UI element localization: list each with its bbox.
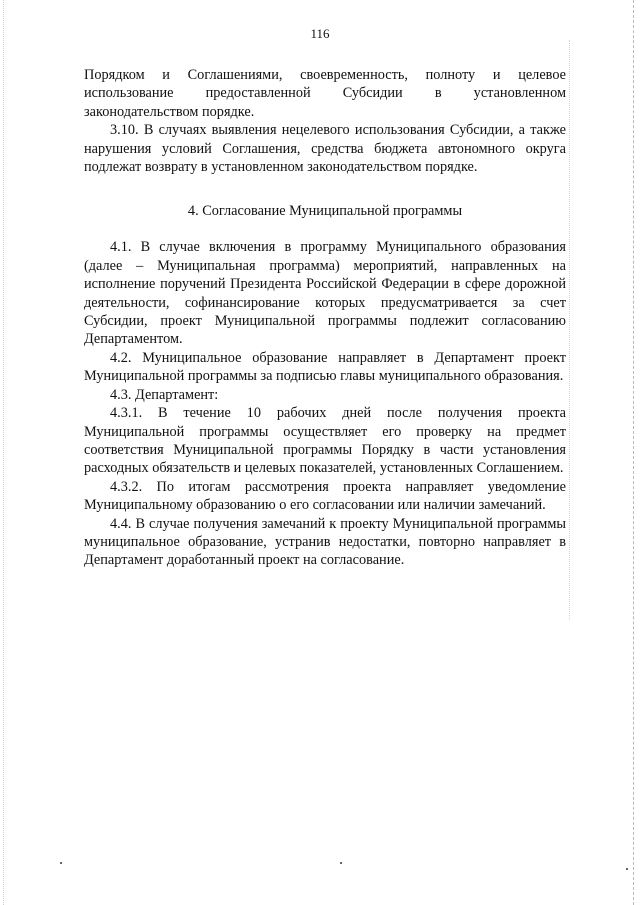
scan-edge-right xyxy=(632,0,634,905)
paragraph-4-1: 4.1. В случае включения в программу Муниципального образования (далее – Муниципальная программа) мероприятий, направленных на исполнение поручений Президента Российской Федерации в сфере дорожной деятельности, софинансирование которых предусматривается за счет Субсидии, проект Муниципальной программы подлежит согласованию Департаментом. xyxy=(84,239,566,348)
page-number: 116 xyxy=(310,26,330,41)
paragraph-continuation: Порядком и Соглашениями, своевременность, полноту и целевое использование предоставленной Субсидии в установленном законодательством порядке. xyxy=(84,67,566,120)
scan-speck xyxy=(60,862,62,864)
paragraph-4-3: 4.3. Департамент: xyxy=(110,386,219,403)
paragraph-4-4: 4.4. В случае получения замечаний к проекту Муниципальной программы муниципальное образование, устранив недостатки, повторно направляет в Департамент доработанный проект на согласование. xyxy=(84,515,566,569)
paragraph-4-3-1: 4.3.1. В течение 10 рабочих дней после получения проекта Муниципальной программы осуществляет его проверку на предмет соответствия Муниципальной программы Порядку в части установления расходных обязательств и целевых показателей, установленных Соглашением. xyxy=(84,405,566,477)
scan-edge-left xyxy=(3,0,5,905)
scan-speck xyxy=(626,868,628,870)
paragraph-3-10: 3.10. В случаях выявления нецелевого использования Субсидии, а также нарушения условий Соглашения, средства бюджета автономного округа подлежат возврату в установленном законодательством порядке. xyxy=(84,122,566,176)
scan-edge-right-inner xyxy=(568,40,570,620)
paragraph-4-3-2: 4.3.2. По итогам рассмотрения проекта направляет уведомление Муниципальному образованию о его согласовании или наличии замечаний. xyxy=(84,478,566,514)
paragraph-4-2: 4.2. Муниципальное образование направляет в Департамент проект Муниципальной программы за подписью главы муниципального образования. xyxy=(84,349,566,385)
scan-speck xyxy=(340,862,342,864)
document-body xyxy=(84,66,566,570)
section-4-heading: 4. Согласование Муниципальной программы xyxy=(187,203,463,220)
